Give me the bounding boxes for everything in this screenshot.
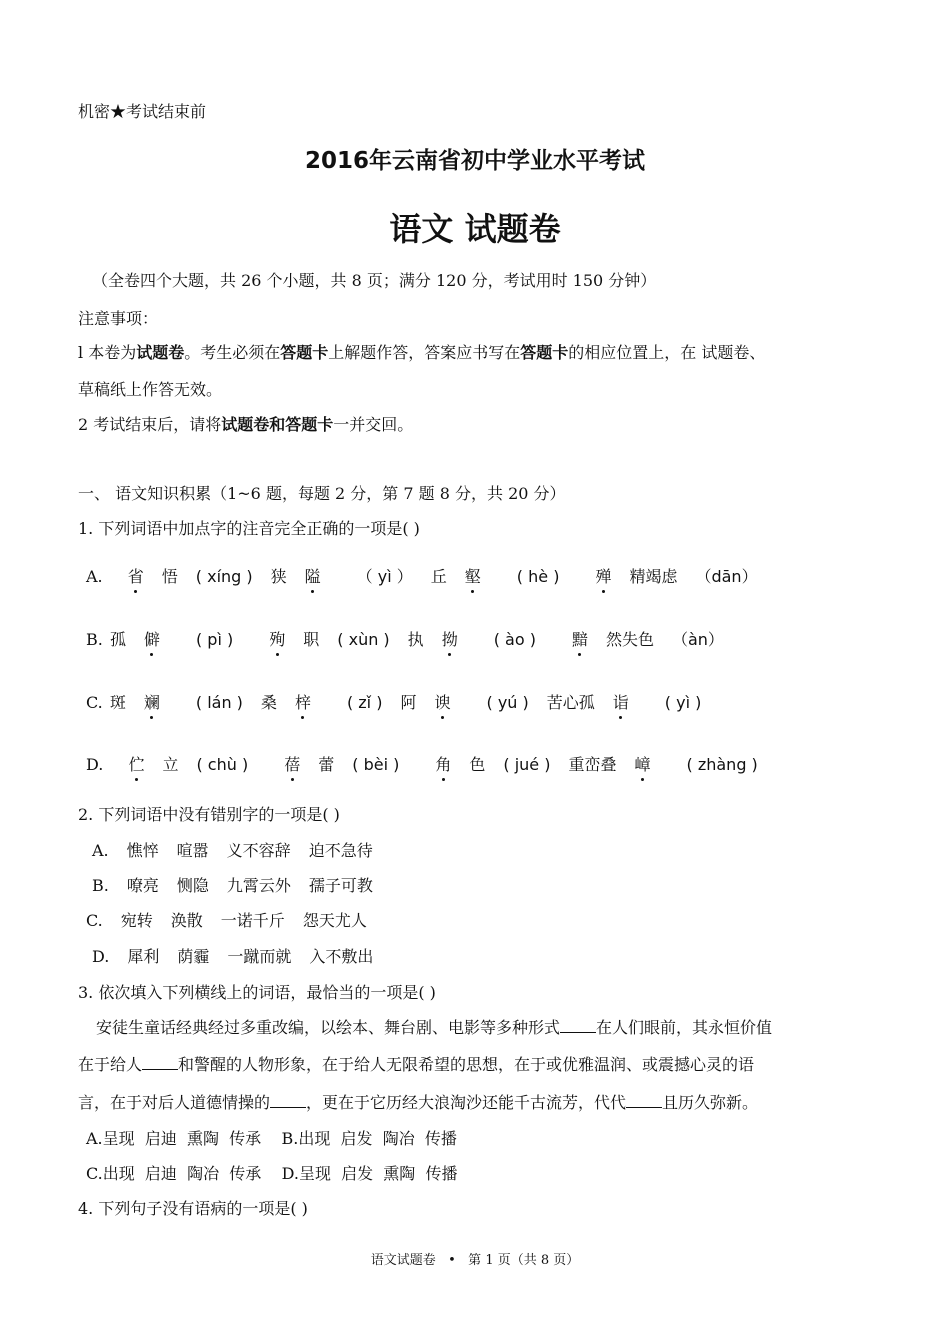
word-text: 职 bbox=[303, 630, 320, 649]
q2-stem: 2. 下列词语中没有错别字的一项是( ) bbox=[78, 805, 340, 824]
dotted-char: 隘 bbox=[305, 564, 321, 587]
q3-options-row-1: A.呈现 启迪 熏陶 传承 B.出现 启发 陶冶 传播 bbox=[86, 1129, 457, 1148]
passage-text: ，更在于它历经大浪淘沙还能千古流芳，代代 bbox=[306, 1093, 627, 1112]
exam-title: 2016年云南省初中学业水平考试 bbox=[304, 148, 645, 174]
q2-word: 涣散 bbox=[170, 911, 203, 930]
q2-word: 一蹴而就 bbox=[227, 947, 292, 966]
note-1 bbox=[78, 340, 765, 363]
pinyin: ( yì ) bbox=[664, 693, 702, 712]
q2-word: 犀利 bbox=[127, 947, 160, 966]
passage-text: 和警醒的人物形象，在于给人无限希望的思想，在于或优雅温润、或震撼心灵的语 bbox=[178, 1055, 755, 1074]
page-footer: 语文试题卷 • 第 1 页（共 8 页） bbox=[370, 1253, 580, 1268]
dotted-char: 蓓 bbox=[284, 752, 300, 775]
q2-option-label: B. bbox=[92, 876, 109, 895]
q3-passage-line-1 bbox=[96, 1015, 772, 1038]
notes-heading: 注意事项： bbox=[78, 309, 159, 328]
q1-option-d bbox=[86, 752, 758, 775]
pinyin: ( xùn ) bbox=[337, 630, 390, 649]
q2-word: 宛转 bbox=[120, 911, 153, 930]
pinyin: （ yì ） bbox=[356, 567, 413, 586]
q1-a-label: A. bbox=[86, 567, 108, 586]
q1-word bbox=[251, 630, 389, 649]
pinyin: ( zǐ ) bbox=[346, 693, 383, 712]
q2-word: 怨天尤人 bbox=[302, 911, 367, 930]
q3-passage-line-2 bbox=[78, 1052, 754, 1075]
pinyin: ( ào ) bbox=[493, 630, 536, 649]
q2-word: 荫霾 bbox=[177, 947, 210, 966]
secret-note: 机密★考试结束前 bbox=[78, 102, 207, 121]
word-text: 立 bbox=[162, 755, 179, 774]
q1-word bbox=[568, 755, 757, 774]
q2-word: 一诺千斤 bbox=[220, 911, 285, 930]
word-text: 重峦叠 bbox=[568, 755, 617, 774]
word-text: 悟 bbox=[161, 567, 178, 586]
passage-text: 在于给人 bbox=[78, 1055, 143, 1074]
q1-word bbox=[261, 693, 383, 712]
dotted-char: 殚 bbox=[595, 564, 611, 587]
q1-word bbox=[417, 755, 550, 774]
note-1-part: 上解题作答，答案应书写在 bbox=[328, 343, 521, 362]
q2-word: 九霄云外 bbox=[226, 876, 291, 895]
q1-option-a bbox=[86, 564, 758, 587]
word-text: 然失色 bbox=[605, 630, 654, 649]
q2-word: 孺子可教 bbox=[308, 876, 373, 895]
note-1-part: 。考生必须在 bbox=[184, 343, 281, 362]
fill-blank bbox=[626, 1093, 662, 1108]
dotted-char: 僻 bbox=[144, 627, 160, 650]
exam-info: （全卷四个大题，共 26 个小题，共 8 页；满分 120 分，考试用时 150 分钟） bbox=[92, 271, 657, 290]
dotted-char: 诣 bbox=[613, 690, 629, 713]
note-2-bold: 试题卷和答题卡 bbox=[221, 415, 334, 434]
fill-blank bbox=[270, 1093, 306, 1108]
q1-d-label: D. bbox=[86, 755, 109, 774]
dotted-char: 梓 bbox=[295, 690, 311, 713]
q4-stem: 4. 下列句子没有语病的一项是( ) bbox=[78, 1199, 308, 1218]
q3-options-row-2: C.出现 启迪 陶冶 传承 D.呈现 启发 熏陶 传播 bbox=[86, 1164, 458, 1183]
pinyin: ( hè ) bbox=[516, 567, 560, 586]
q1-b-label: B. bbox=[86, 630, 108, 649]
pinyin: ( chù ) bbox=[196, 755, 249, 774]
q3-stem: 3. 依次填入下列横线上的词语，最恰当的一项是( ) bbox=[78, 983, 436, 1002]
q2-option-b bbox=[92, 873, 373, 896]
note-2-part: 2 考试结束后，请将 bbox=[78, 415, 222, 434]
q1-word bbox=[271, 567, 413, 586]
q2-word: 嘹亮 bbox=[126, 876, 159, 895]
note-1-continued: 草稿纸上作答无效。 bbox=[78, 380, 223, 399]
pinyin: （dān） bbox=[695, 567, 758, 586]
word-text: 色 bbox=[469, 755, 486, 774]
section-1-heading: 一、 语文知识积累（1~6 题，每题 2 分，第 7 题 8 分，共 20 分） bbox=[78, 484, 566, 503]
q3-passage-line-3 bbox=[78, 1090, 758, 1113]
pinyin: ( bèi ) bbox=[352, 755, 400, 774]
q1-word bbox=[110, 755, 248, 774]
pinyin: （àn） bbox=[671, 630, 724, 649]
dotted-char: 斓 bbox=[144, 690, 160, 713]
q1-word bbox=[554, 630, 724, 649]
dotted-char: 拗 bbox=[442, 627, 458, 650]
q1-word bbox=[110, 630, 233, 649]
q1-c-label: C. bbox=[86, 693, 108, 712]
word-text: 蕾 bbox=[318, 755, 335, 774]
q1-word bbox=[408, 630, 536, 649]
exam-subtitle: 语文 试题卷 bbox=[389, 210, 561, 248]
note-2 bbox=[78, 412, 413, 435]
q2-word: 义不容辞 bbox=[226, 841, 291, 860]
q1-stem: 1. 下列词语中加点字的注音完全正确的一项是( ) bbox=[78, 519, 420, 538]
note-1-bold: 试题卷 bbox=[136, 343, 185, 362]
q1-word bbox=[547, 693, 702, 712]
passage-text: 在人们眼前，其永恒价值 bbox=[596, 1018, 773, 1037]
q2-option-label: D. bbox=[92, 947, 110, 966]
word-text: 执 bbox=[407, 630, 424, 649]
q2-option-label: C. bbox=[86, 911, 103, 930]
dotted-char: 省 bbox=[128, 564, 144, 587]
pinyin: ( zhàng ) bbox=[686, 755, 758, 774]
dotted-char: 角 bbox=[435, 752, 451, 775]
dotted-char: 伫 bbox=[128, 752, 144, 775]
word-text: 苦心孤 bbox=[546, 693, 595, 712]
q2-word: 恻隐 bbox=[176, 876, 209, 895]
passage-text: 言，在于对后人道德情操的 bbox=[78, 1093, 271, 1112]
word-text: 斑 bbox=[109, 693, 126, 712]
word-text: 阿 bbox=[400, 693, 417, 712]
pinyin: ( lán ) bbox=[195, 693, 243, 712]
q1-word bbox=[400, 693, 528, 712]
q1-word bbox=[266, 755, 399, 774]
q2-option-c bbox=[86, 908, 367, 931]
q1-word bbox=[431, 567, 560, 586]
q1-word bbox=[110, 693, 243, 712]
dotted-char: 殉 bbox=[269, 627, 285, 650]
pinyin: ( yú ) bbox=[486, 693, 529, 712]
note-1-part: l 本卷为 bbox=[78, 343, 137, 362]
passage-text: 且历久弥新。 bbox=[662, 1093, 759, 1112]
note-1-bold: 答题卡 bbox=[280, 343, 329, 362]
q2-word: 喧嚣 bbox=[176, 841, 209, 860]
q2-option-label: A. bbox=[92, 841, 109, 860]
pinyin: ( pì ) bbox=[195, 630, 234, 649]
word-text: 狭 bbox=[270, 567, 287, 586]
q2-option-a bbox=[92, 838, 373, 861]
q2-word: 憔悴 bbox=[126, 841, 159, 860]
dotted-char: 壑 bbox=[465, 564, 481, 587]
q1-word bbox=[110, 567, 253, 586]
word-text: 丘 bbox=[430, 567, 447, 586]
q1-option-b bbox=[86, 627, 724, 650]
note-2-part: 一并交回。 bbox=[333, 415, 414, 434]
passage-text: 安徒生童话经典经过多重改编，以绘本、舞台剧、电影等多种形式 bbox=[96, 1018, 561, 1037]
q1-option-c bbox=[86, 690, 701, 713]
fill-blank bbox=[560, 1018, 596, 1033]
q1-word bbox=[577, 567, 757, 586]
word-text: 孤 bbox=[109, 630, 126, 649]
q2-word: 入不敷出 bbox=[309, 947, 374, 966]
q2-option-d bbox=[92, 944, 373, 967]
pinyin: ( jué ) bbox=[503, 755, 551, 774]
note-1-part: 的相应位置上，在 试题卷、 bbox=[568, 343, 766, 362]
dotted-char: 谀 bbox=[434, 690, 450, 713]
dotted-char: 黯 bbox=[572, 627, 588, 650]
fill-blank bbox=[142, 1055, 178, 1070]
dotted-char: 嶂 bbox=[634, 752, 650, 775]
word-text: 桑 bbox=[260, 693, 277, 712]
q2-word: 迫不急待 bbox=[308, 841, 373, 860]
note-1-bold: 答题卡 bbox=[520, 343, 569, 362]
word-text: 精竭虑 bbox=[629, 567, 678, 586]
pinyin: ( xíng ) bbox=[195, 567, 253, 586]
